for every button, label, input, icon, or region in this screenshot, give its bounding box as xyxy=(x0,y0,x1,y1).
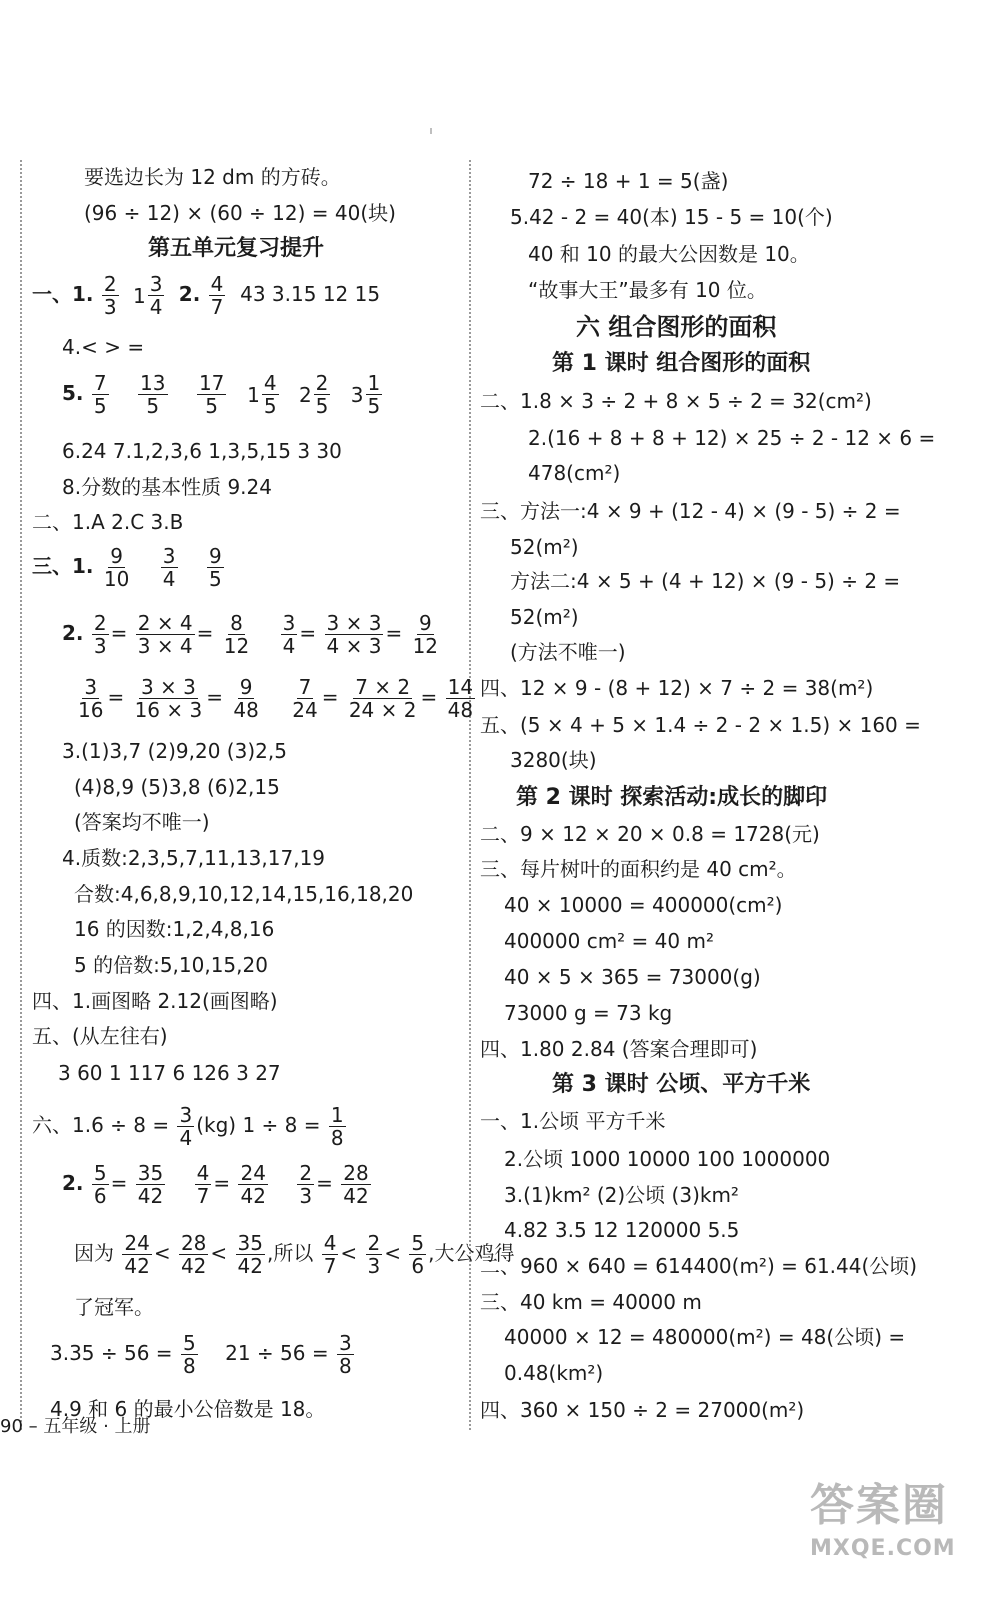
answer-line: 二、1.A 2.C 3.B xyxy=(32,510,184,534)
answer-text: 43 3.15 12 15 xyxy=(240,282,381,306)
answer-line: (答案均不唯一) xyxy=(74,810,210,834)
chapter-heading: 六 组合图形的面积 xyxy=(576,313,777,341)
answer-text: 六、1.6 ÷ 8 = xyxy=(32,1113,170,1137)
fraction: $\frac{5}{6}$ xyxy=(411,1231,425,1278)
fraction: $\frac{3}{8}$ xyxy=(338,1331,352,1378)
mixed-number: 1 4 5 xyxy=(247,371,277,418)
fraction: $\frac{3}{4}$ xyxy=(179,1103,193,1150)
answer-line: 0.48(km²) xyxy=(504,1361,604,1385)
answer-line xyxy=(32,273,380,318)
answer-line: 5 的倍数:5,10,15,20 xyxy=(74,953,268,977)
answer-line: 三、方法一:4 × 9 + (12 - 4) × (9 - 5) ÷ 2 = xyxy=(480,499,901,523)
answer-line: (4)8,9 (5)3,8 (6)2,15 xyxy=(74,775,280,799)
answer-line: 3 60 1 117 6 126 3 27 xyxy=(58,1061,281,1085)
answer-line xyxy=(32,1104,348,1149)
fraction: $\frac{5}{8}$ xyxy=(182,1331,196,1378)
question-number: 1. xyxy=(72,282,94,306)
right-column xyxy=(478,0,1000,1600)
watermark-text: 答案圈 xyxy=(810,1480,948,1531)
answer-line: 40 和 10 的最大公因数是 10。 xyxy=(528,242,810,266)
answer-line: 3.(1)3,7 (2)9,20 (3)2,5 xyxy=(62,739,287,763)
answer-text: ,大公鸡得 xyxy=(428,1241,515,1265)
fraction: $\frac{7 \times 2}{24 \times 2}$ xyxy=(348,675,417,722)
answer-line: (96 ÷ 12) × (60 ÷ 12) = 40(块) xyxy=(84,201,396,225)
answer-line: 2. $\frac{5}{6}$ = $\frac{35}{42}$ $\frac{4}{7}$ = $\frac{24}{42}$ $\frac{2}{3}$ = $\frac{28}{42}$ xyxy=(62,1161,369,1208)
fraction: $\frac{17}{5}$ xyxy=(198,371,225,418)
answer-line: 52(m²) xyxy=(510,535,579,559)
answer-line: 要选边长为 12 dm 的方砖。 xyxy=(84,165,341,189)
lesson-heading: 第 1 课时 组合图形的面积 xyxy=(552,351,811,376)
answer-line: 40 × 10000 = 400000(cm²) xyxy=(504,893,783,917)
fraction: $\frac{3}{4}$ xyxy=(282,611,296,658)
fraction: $\frac{9}{48}$ xyxy=(233,675,259,722)
fraction: $\frac{7}{5}$ xyxy=(93,371,107,418)
fraction: $\frac{24}{42}$ xyxy=(240,1161,266,1208)
answer-line: 4.82 3.5 12 120000 5.5 xyxy=(504,1218,740,1242)
fraction: $\frac{24}{42}$ xyxy=(124,1231,150,1278)
fraction: $\frac{1}{8}$ xyxy=(330,1103,344,1150)
question-number: 2. xyxy=(178,282,201,306)
fraction: $\frac{9}{12}$ xyxy=(412,611,439,658)
answer-line: 2. $\frac{2}{3}$ = $\frac{2 \times 4}{3 \times 4}$ = $\frac{8}{12}$ $\frac{3}{4}$ = $\frac{3 \times 3}{4 \times 3}$ = $\frac{9}{12}$ xyxy=(62,611,439,658)
answer-line: 3.(1)km² (2)公顷 (3)km² xyxy=(504,1183,739,1207)
fraction: $\frac{9}{5}$ xyxy=(208,544,222,591)
fraction: $\frac{2}{3}$ xyxy=(93,611,107,658)
answer-line: 4.质数:2,3,5,7,11,13,17,19 xyxy=(62,846,326,870)
answer-line: 五、(5 × 4 + 5 × 1.4 ÷ 2 - 2 × 1.5) × 160 = xyxy=(480,713,921,737)
answer-text: 3.35 ÷ 56 = xyxy=(50,1341,173,1365)
answer-line xyxy=(62,372,390,417)
answer-text: ,所以 xyxy=(266,1241,314,1265)
answer-line: 二、9 × 12 × 20 × 0.8 = 1728(元) xyxy=(480,822,820,846)
question-number: 三、1. xyxy=(32,554,94,578)
fraction: $\frac{7}{24}$ xyxy=(292,675,318,722)
answer-line: 五、(从左往右) xyxy=(32,1024,168,1048)
fraction: $\frac{14}{48}$ xyxy=(447,675,474,722)
answer-line: 二、960 × 640 = 614400(m²) = 61.44(公顷) xyxy=(480,1254,918,1278)
fraction: $\frac{2}{3}$ xyxy=(299,1161,313,1208)
fraction: $\frac{3 \times 3}{4 \times 3}$ xyxy=(326,611,382,658)
watermark xyxy=(810,1478,985,1588)
answer-line: 方法二:4 × 5 + (4 + 12) × (9 - 5) ÷ 2 = xyxy=(510,569,901,593)
lesson-heading: 第 3 课时 公顷、平方千米 xyxy=(552,1072,811,1097)
fraction: $\frac{13}{5}$ xyxy=(140,371,166,418)
answer-text: 因为 xyxy=(74,1241,114,1265)
answer-line: 72 ÷ 18 + 1 = 5(盏) xyxy=(528,169,729,193)
answer-line: 一、1.公顷 平方千米 xyxy=(480,1109,666,1133)
answer-line: 三、40 km = 40000 m xyxy=(480,1290,702,1314)
fraction: $\frac{35}{42}$ xyxy=(137,1161,164,1208)
fraction: $\frac{3 \times 3}{16 \times 3}$ xyxy=(134,675,203,722)
question-number: 2. xyxy=(62,621,84,645)
fraction: $\frac{9}{10}$ xyxy=(103,544,130,591)
answer-line: 16 的因数:1,2,4,8,16 xyxy=(74,917,275,941)
answer-text: (kg) 1 ÷ 8 = xyxy=(196,1113,321,1137)
fraction: $\frac{3}{4}$ xyxy=(162,544,176,591)
section-heading: 第五单元复习提升 xyxy=(148,236,325,261)
fraction: $\frac{4}{7}$ xyxy=(196,1161,210,1208)
fraction: $\frac{3}{16}$ xyxy=(78,675,104,722)
fraction: $\frac{2 \times 4}{3 \times 4}$ xyxy=(137,611,193,658)
answer-line: 二、1.8 × 3 ÷ 2 + 8 × 5 ÷ 2 = 32(cm²) xyxy=(480,389,872,413)
answer-line: 合数:4,6,8,9,10,12,14,15,16,18,20 xyxy=(74,882,414,906)
question-number: 5. xyxy=(62,381,84,405)
answer-line: 5.42 - 2 = 40(本) 15 - 5 = 10(个) xyxy=(510,205,833,229)
question-number: 2. xyxy=(62,1171,84,1195)
answer-line: 2.(16 + 8 + 8 + 12) × 25 ÷ 2 - 12 × 6 = xyxy=(528,426,936,450)
answer-text: 21 ÷ 56 = xyxy=(225,1341,329,1365)
answer-line: 四、12 × 9 - (8 + 12) × 7 ÷ 2 = 38(m²) xyxy=(480,676,874,700)
fraction: $\frac{28}{42}$ xyxy=(180,1231,207,1278)
question-number: 一、 xyxy=(32,282,72,306)
answer-line: 40000 × 12 = 480000(m²) = 48(公顷) = xyxy=(504,1325,906,1349)
lesson-heading: 第 2 课时 探索活动:成长的脚印 xyxy=(516,785,828,810)
answer-line: 73000 g = 73 kg xyxy=(504,1001,673,1025)
fraction: $\frac{5}{6}$ xyxy=(93,1161,107,1208)
fraction: $\frac{4}{7}$ xyxy=(323,1231,337,1278)
watermark-url: MXQE.COM xyxy=(810,1536,956,1561)
answer-line: 478(cm²) xyxy=(528,461,621,485)
answer-line: 4.9 和 6 的最小公倍数是 18。 xyxy=(50,1397,326,1421)
fraction: $\frac{2}{3}$ xyxy=(367,1231,381,1278)
fraction: $\frac{8}{12}$ xyxy=(223,611,250,658)
fraction: $\frac{2}{3}$ xyxy=(103,272,117,319)
answer-line: 2.公顷 1000 10000 100 1000000 xyxy=(504,1147,831,1171)
answer-line xyxy=(32,545,226,590)
answer-line: 因为 $\frac{24}{42}$ < $\frac{28}{42}$ < $\frac{35}{42}$ ,所以 $\frac{4}{7}$ < $\frac{2}{3}$ < $\frac{5}{6}$ ,大公鸡得 xyxy=(74,1231,515,1278)
answer-line: “故事大王”最多有 10 位。 xyxy=(528,278,767,302)
answer-line xyxy=(50,1332,356,1377)
answer-line: 4.< > = xyxy=(62,335,145,359)
mixed-number: 1 3 4 xyxy=(132,272,163,319)
answer-line: 400000 cm² = 40 m² xyxy=(504,929,714,953)
fraction: $\frac{28}{42}$ xyxy=(343,1161,369,1208)
answer-line: 52(m²) xyxy=(510,605,579,629)
answer-line: 40 × 5 × 365 = 73000(g) xyxy=(504,965,761,989)
page-footer: 90 – 五年级 · 上册 xyxy=(0,1416,151,1437)
answer-line: 3280(块) xyxy=(510,748,597,772)
answer-line: 四、360 × 150 ÷ 2 = 27000(m²) xyxy=(480,1398,805,1422)
answer-line: 四、1.80 2.84 (答案合理即可) xyxy=(480,1037,758,1061)
answer-line: $\frac{3}{16}$ = $\frac{3 \times 3}{16 \times 3}$ = $\frac{9}{48}$ $\frac{7}{24}$ = $\frac{7 \times 2}{24 \times 2}$ = $\frac{14}{48}$ xyxy=(78,675,474,722)
answer-line: 8.分数的基本性质 9.24 xyxy=(62,475,272,499)
answer-line: 了冠军。 xyxy=(74,1295,154,1319)
mixed-number: 2 2 5 xyxy=(298,371,329,418)
fraction: $\frac{35}{42}$ xyxy=(237,1231,263,1278)
mixed-number: 3 1 5 xyxy=(350,371,381,418)
answer-line: 四、1.画图略 2.12(画图略) xyxy=(32,989,278,1013)
fraction: $\frac{4}{7}$ xyxy=(210,272,224,319)
answer-line: (方法不唯一) xyxy=(510,640,626,664)
answer-line: 三、每片树叶的面积约是 40 cm²。 xyxy=(480,857,797,881)
answer-line: 6.24 7.1,2,3,6 1,3,5,15 3 30 xyxy=(62,439,342,463)
